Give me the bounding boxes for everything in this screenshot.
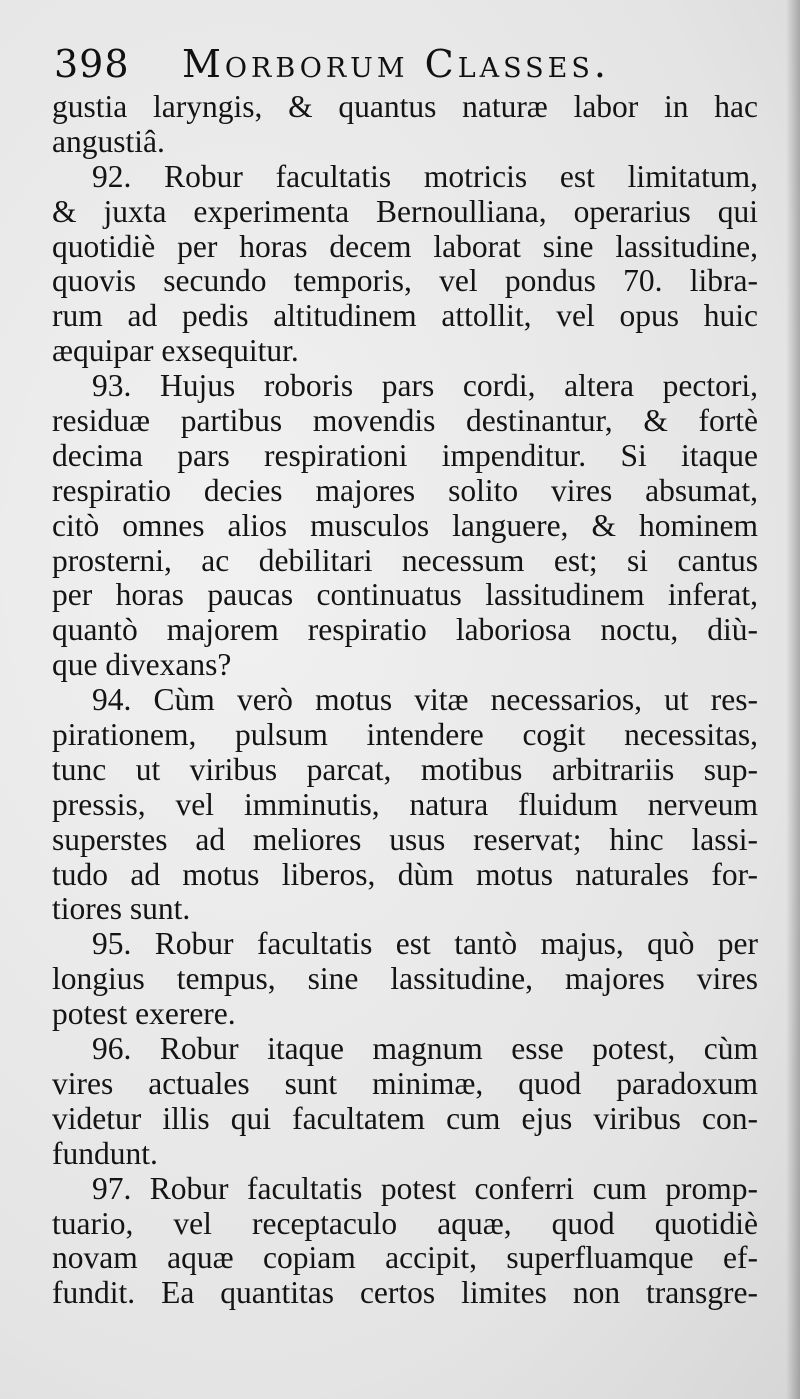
text-line: citò omnes alios musculos languere, & hominem bbox=[52, 507, 758, 543]
text-line: respiratio decies majores solito vires absumat, bbox=[52, 472, 758, 508]
text-line: tudo ad motus liberos, dùm motus naturales for- bbox=[52, 856, 758, 892]
text-line: & juxta experimenta Bernoulliana, operarius qui bbox=[52, 193, 758, 229]
text-line: fundunt. bbox=[52, 1135, 158, 1171]
body-text bbox=[52, 90, 758, 1311]
text-line: decima pars respirationi impenditur. Si itaque bbox=[52, 437, 758, 473]
text-line: superstes ad meliores usus reservat; hinc lassi- bbox=[52, 821, 758, 857]
text-line: quotidiè per horas decem laborat sine lassitudine, bbox=[52, 228, 758, 264]
text-line: que divexans? bbox=[52, 647, 232, 683]
text-line: angustiâ. bbox=[52, 123, 165, 159]
text-line: 92. Robur facultatis motricis est limitatum, bbox=[92, 158, 758, 194]
page-number: 398 bbox=[54, 42, 130, 86]
text-line: longius tempus, sine lassitudine, majores vires bbox=[52, 961, 758, 997]
text-line: quovis secundo temporis, vel pondus 70. libra- bbox=[52, 263, 758, 299]
text-line: tunc ut viribus parcat, motibus arbitrariis sup- bbox=[52, 751, 758, 787]
page-header bbox=[54, 42, 750, 92]
text-line: 94. Cùm verò motus vitæ necessarios, ut res- bbox=[92, 682, 758, 718]
text-line: pirationem, pulsum intendere cogit necessitas, bbox=[52, 717, 758, 753]
text-line: pressis, vel imminutis, natura fluidum nerveum bbox=[52, 786, 758, 822]
text-line: tuario, vel receptaculo aquæ, quod quotidiè bbox=[52, 1205, 758, 1241]
text-line: 96. Robur itaque magnum esse potest, cùm bbox=[92, 1031, 758, 1067]
text-line: potest exerere. bbox=[52, 996, 236, 1032]
text-line: per horas paucas continuatus lassitudinem inferat, bbox=[52, 577, 758, 613]
text-line: prosterni, ac debilitari necessum est; si cantus bbox=[52, 542, 758, 578]
text-line: æquipar exsequitur. bbox=[52, 333, 299, 369]
text-line: 93. Hujus roboris pars cordi, altera pectori, bbox=[92, 368, 758, 404]
text-line: videtur illis qui facultatem cum ejus viribus con- bbox=[52, 1100, 758, 1136]
text-line: vires actuales sunt minimæ, quod paradoxum bbox=[52, 1065, 758, 1101]
text-line: quantò majorem respiratio laboriosa noctu, diù- bbox=[52, 612, 758, 648]
text-line: novam aquæ copiam accipit, superfluamque ef- bbox=[52, 1240, 758, 1276]
text-line: gustia laryngis, & quantus naturæ labor in hac bbox=[52, 89, 758, 124]
text-line: residuæ partibus movendis destinantur, & fortè bbox=[52, 403, 758, 439]
text-line: 95. Robur facultatis est tantò majus, quò per bbox=[92, 926, 758, 962]
text-line: tiores sunt. bbox=[52, 891, 191, 927]
text-line: fundit. Ea quantitas certos limites non transgre- bbox=[52, 1275, 758, 1311]
running-title: Morborum Classes. bbox=[182, 42, 610, 86]
text-line: 97. Robur facultatis potest conferri cum promp- bbox=[92, 1170, 758, 1206]
text-line: rum ad pedis altitudinem attollit, vel opus huic bbox=[52, 298, 758, 334]
